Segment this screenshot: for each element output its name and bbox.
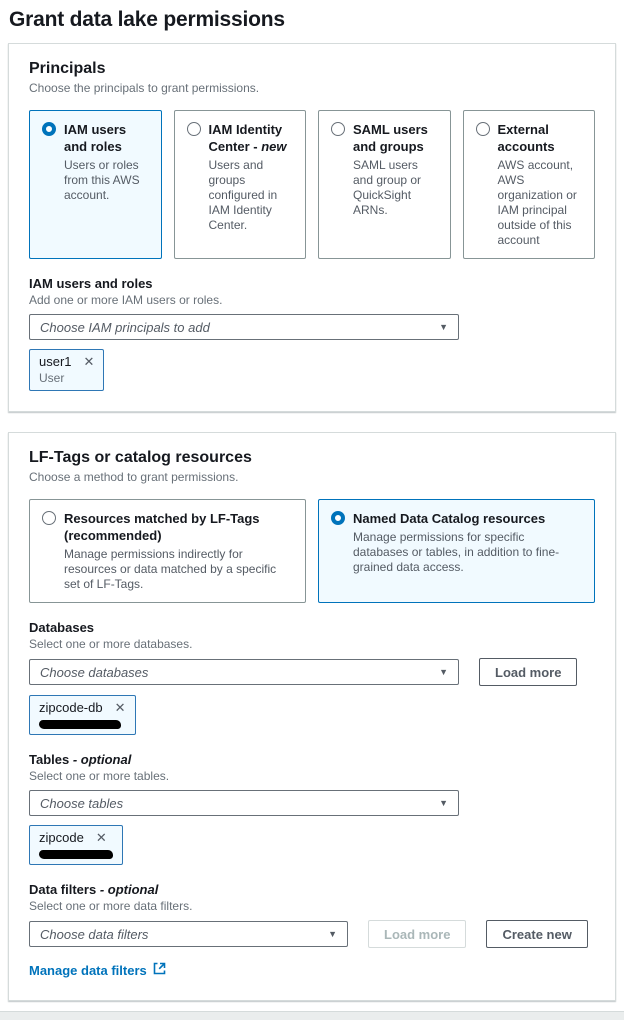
caret-down-icon: ▼ bbox=[439, 667, 448, 677]
card-iam-identity-center[interactable] bbox=[174, 110, 307, 259]
card-description: AWS account, AWS organization or IAM principal outside of this account bbox=[497, 158, 577, 247]
caret-down-icon: ▼ bbox=[439, 322, 448, 332]
select-placeholder: Choose IAM principals to add bbox=[40, 319, 210, 335]
resources-section-title: LF-Tags or catalog resources bbox=[29, 449, 252, 466]
token-label: zipcode bbox=[39, 830, 84, 845]
iam-users-field-description: Add one or more IAM users or roles. bbox=[29, 293, 223, 307]
card-external-accounts[interactable] bbox=[463, 110, 596, 259]
tables-field-description: Select one or more tables. bbox=[29, 769, 170, 783]
card-lf-tags[interactable] bbox=[29, 499, 306, 603]
create-new-data-filter-button[interactable]: Create new bbox=[486, 920, 587, 948]
radio-icon[interactable] bbox=[42, 122, 56, 136]
card-description: Manage permissions for specific databases or tables, in addition to fine-grained data access. bbox=[353, 530, 560, 574]
optional-suffix: - optional bbox=[99, 882, 159, 897]
token-zipcode-db bbox=[29, 695, 136, 735]
principals-section-description: Choose the principals to grant permissions. bbox=[29, 81, 260, 95]
card-description: Manage permissions indirectly for resources or data matched by a specific set of LF-Tags. bbox=[64, 547, 277, 591]
radio-icon[interactable] bbox=[42, 511, 56, 525]
token-label: zipcode-db bbox=[39, 700, 103, 715]
card-iam-users-and-roles[interactable] bbox=[29, 110, 162, 259]
iam-users-field-label: IAM users and roles bbox=[29, 276, 153, 291]
data-filters-field-label: Data filters - optional bbox=[29, 882, 159, 897]
data-filters-select[interactable] bbox=[29, 921, 348, 947]
databases-select[interactable] bbox=[29, 659, 459, 685]
optional-suffix: - optional bbox=[72, 752, 132, 767]
card-description: Users and groups configured in IAM Identity Center. bbox=[208, 158, 278, 232]
radio-icon[interactable] bbox=[331, 122, 345, 136]
token-type: User bbox=[39, 371, 65, 385]
select-placeholder: Choose data filters bbox=[40, 926, 149, 942]
card-title: IAM users and roles bbox=[64, 122, 127, 154]
select-placeholder: Choose databases bbox=[40, 664, 149, 680]
resources-panel bbox=[8, 432, 616, 1001]
load-more-databases-button[interactable]: Load more bbox=[479, 658, 577, 686]
principals-section-title: Principals bbox=[29, 60, 106, 77]
next-panel-edge bbox=[0, 1011, 624, 1020]
token-label: user1 bbox=[39, 354, 72, 369]
iam-principals-select[interactable] bbox=[29, 314, 459, 340]
tables-select[interactable] bbox=[29, 790, 459, 816]
select-placeholder: Choose tables bbox=[40, 795, 124, 811]
redacted-text bbox=[39, 720, 121, 729]
principals-panel bbox=[8, 43, 616, 412]
card-named-data-catalog[interactable] bbox=[318, 499, 595, 603]
databases-field-description: Select one or more databases. bbox=[29, 637, 193, 651]
principal-type-options bbox=[29, 110, 595, 259]
tables-field-label: Tables - optional bbox=[29, 752, 132, 767]
close-icon[interactable]: ✕ bbox=[114, 700, 126, 715]
manage-data-filters-link[interactable] bbox=[29, 962, 166, 978]
page-title: Grant data lake permissions bbox=[9, 8, 285, 31]
caret-down-icon: ▼ bbox=[439, 798, 448, 808]
databases-field-label: Databases bbox=[29, 620, 95, 635]
redacted-text bbox=[39, 850, 113, 859]
close-icon[interactable]: ✕ bbox=[95, 830, 107, 845]
card-saml-users-and-groups[interactable] bbox=[318, 110, 451, 259]
token-zipcode bbox=[29, 825, 123, 865]
card-title: IAM Identity Center - new bbox=[208, 122, 287, 154]
radio-icon[interactable] bbox=[331, 511, 345, 525]
external-link-icon bbox=[153, 962, 166, 978]
card-title: SAML users and groups bbox=[353, 122, 428, 154]
radio-icon[interactable] bbox=[476, 122, 490, 136]
card-title: Named Data Catalog resources bbox=[353, 511, 546, 526]
radio-icon[interactable] bbox=[187, 122, 201, 136]
load-more-data-filters-button: Load more bbox=[368, 920, 466, 948]
card-title: External accounts bbox=[497, 122, 555, 154]
caret-down-icon: ▼ bbox=[328, 929, 337, 939]
card-description: Users or roles from this AWS account. bbox=[64, 158, 140, 202]
resource-method-options bbox=[29, 499, 595, 603]
data-filters-field-description: Select one or more data filters. bbox=[29, 899, 193, 913]
new-badge: new bbox=[261, 139, 287, 154]
link-label: Manage data filters bbox=[29, 962, 147, 978]
close-icon[interactable]: ✕ bbox=[83, 354, 95, 369]
resources-section-description: Choose a method to grant permissions. bbox=[29, 470, 239, 484]
token-user1 bbox=[29, 349, 104, 391]
card-title: Resources matched by LF-Tags (recommended) bbox=[64, 511, 260, 543]
card-description: SAML users and group or QuickSight ARNs. bbox=[353, 158, 422, 217]
